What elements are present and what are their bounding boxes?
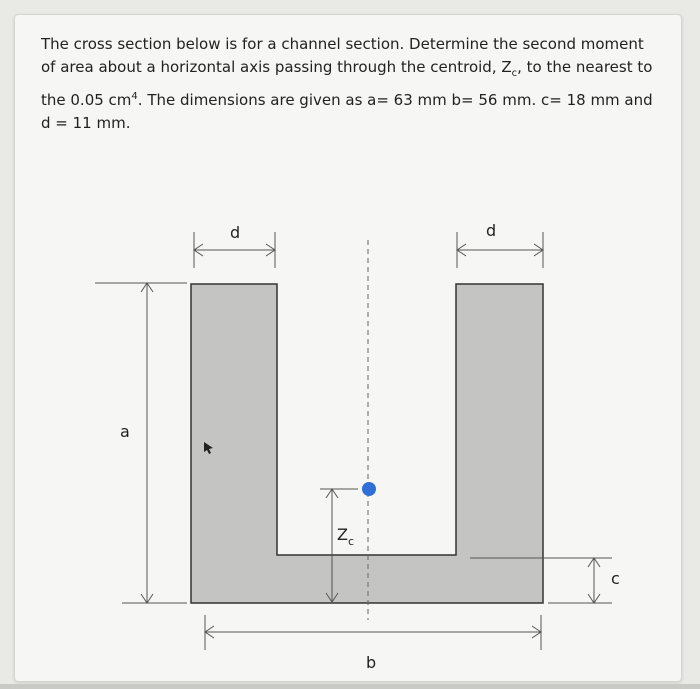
question-part3: . The dimensions are given as a= 63 mm b= 56 mm. c= 18 mm and d = 11 mm. xyxy=(41,91,653,132)
label-zc: $Z_c$ xyxy=(337,525,355,548)
label-b: b xyxy=(366,653,377,672)
zc-subscript: c xyxy=(511,68,518,79)
label-c: c xyxy=(611,569,620,588)
dimension-b xyxy=(205,615,541,650)
question-part2: , to the nearest to the 0.05 cm xyxy=(41,58,653,109)
centroid-dot xyxy=(362,482,376,496)
dimension-a xyxy=(95,283,187,603)
dimension-d-right xyxy=(457,232,543,268)
label-d-right: d xyxy=(486,221,497,240)
cm-superscript: 4 xyxy=(131,91,138,102)
bottom-edge xyxy=(0,684,700,689)
label-a: a xyxy=(120,422,130,441)
channel-section-shape xyxy=(191,284,543,603)
question-part1: The cross section below is for a channel section. Determine the second moment of area about a horizontal axis passing through the centroid, Z xyxy=(41,35,644,76)
label-d-left: d xyxy=(230,223,241,242)
